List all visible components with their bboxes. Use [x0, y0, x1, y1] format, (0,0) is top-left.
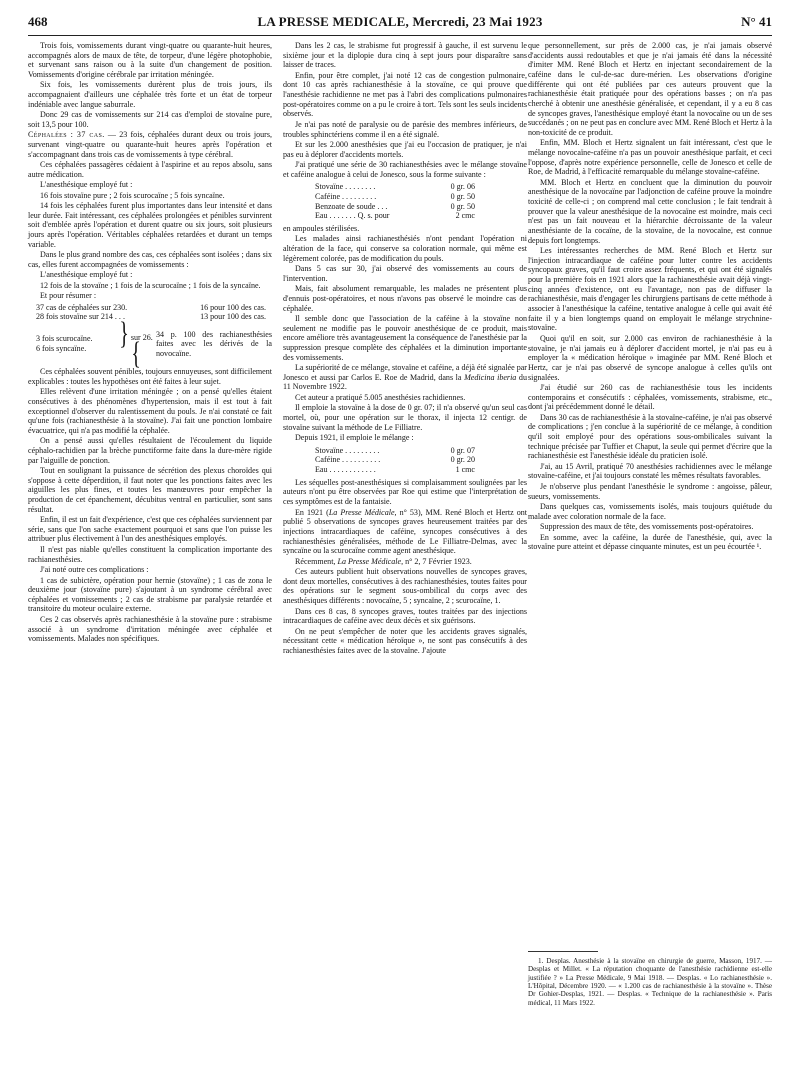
paragraph: Ces céphalées passagères cédaient à l'aspirine et au repos absolu, sans autre médication.	[28, 160, 272, 179]
brace-close-icon: {	[131, 336, 141, 372]
paragraph	[283, 363, 527, 392]
page-number: 468	[28, 14, 48, 29]
paragraph: que personnellement, sur près de 2.000 cas, je n'ai jamais observé d'accidents aussi redoutables et que je n'ai jamais été dans la nécessité d'imiter MM. René Bloch et Hertz en injectant secondairement de la caféine dans le cul-de-sac dure-mérien. Les observations d'origine différente qui ont été publiées par ces auteurs prouvent que la rachianesthésie était pratiquée pour des opérations basses ; on n'a pas cherché à obtenir une anesthésie généralisée, et cependant, il y a eu 8 cas de syncopes graves, l'anesthésique employé étant la novocaïne ou un de ses succédanés ; on ne peut pas en conclure avec MM. René Bloch et Hertz à la non-toxicité de ce produit.	[528, 41, 772, 137]
formula-table-1	[315, 182, 475, 221]
paragraph: 12 fois de la stovaïne ; 1 fois de la scurocaïne ; 1 fois de la syncaïne.	[40, 280, 261, 290]
journal-name: La Presse Médicale	[337, 556, 402, 566]
stats-label: 28 fois stovaïne sur 214 . . .	[36, 312, 125, 322]
ingredient-name: Eau . . . . . . . . . . . .	[315, 465, 376, 475]
ingredient-dose: 1 cmc	[455, 465, 475, 475]
paragraph: Les séquelles post-anesthésiques si complaisamment soulignées par les auteurs n'ont pu être observées par Roe qui estime que l'interprétation de ces symptômes est de la fantaisie.	[283, 477, 527, 507]
paragraph: Depuis 1921, il emploie le mélange :	[295, 433, 414, 443]
paragraph: 16 fois stovaïne pure ; 2 fois scurocaïne ; 5 fois syncaïne.	[40, 190, 225, 200]
paragraph: On a pensé aussi qu'elles résultaient de l'écoulement du liquide céphalo-rachidien par la brèche punctiforme faite dans la dure-mère rigide par l'aiguille de ponction.	[28, 436, 272, 465]
paragraph: Dans 30 cas de rachianesthésie à la stovaïne-caféine, je n'ai pas observé de complications ; j'en conclue à la supériorité de ce mélange, à condition qu'il soit employé pour des opérations sous-ombilicales suivant la technique précisée par Tuffier et Chaput, la seule qui permet d'écrire que la rachianesthésie est l'anesthésie idéale du praticien isolé.	[528, 412, 772, 461]
paragraph: On ne peut s'empêcher de noter que les accidents graves signalés, nécessitant cette « médication héroïque », ne sont pas consécutifs à des rachianesthésies faites avec de la stovaïne. J'ajoute	[283, 626, 527, 655]
paragraph: Dans les 2 cas, le strabisme fut progressif à gauche, il est survenu le sixième jour et la diplopie dura cinq à sept jours pour disparaître sans laisser de traces.	[283, 41, 527, 70]
paragraph: Je n'ai pas noté de paralysie ou de parésie des membres inférieurs, de troubles sphinctériens comme il en a été signalé.	[283, 119, 527, 139]
stats-value: 16 pour 100 des cas.	[200, 302, 266, 312]
paragraph: Dans ces 8 cas, 8 syncopes graves, toutes traitées par des injections intracardiaques de caféine avec deux décès et six guérisons.	[283, 606, 527, 626]
text-run: En 1921 (	[295, 507, 329, 517]
paragraph: Il n'est pas niable qu'elles constituent la complication importante des rachianesthésies.	[28, 544, 272, 564]
formula-row	[315, 455, 475, 465]
issue-number: N° 41	[741, 14, 772, 29]
paragraph: Les intéressantes recherches de MM. René Bloch et Hertz sur l'injection intracardiaque de caféine pour lutter contre les accidents syncopaux graves, qu'il faut croire assez fréquents, et qui ont été signalés pour la première fois en 1921 alors que la rachianesthésie avait déjà vingt-cinq années d'existence, ont eu l'avantage, non pas de diffuser la rachianesthésie, mais d'engager les chirurgiens partisans de cette méthode à associer à l'anesthésique la caféine, tentative analogue à celle qui avait été faite il y a bien longtemps quand on employait le mélange strychnine-stovaïne.	[528, 246, 772, 333]
brace-left-line: 3 fois scurocaïne.	[36, 334, 93, 344]
paragraph: Suppression des maux de tête, des vomissements post-opératoires.	[540, 522, 754, 532]
paragraph	[283, 508, 527, 556]
page-header	[28, 14, 772, 34]
paragraph: Enfin, MM. Bloch et Hertz signalent un fait intéressant, c'est que le mélange novocaïne-caféine n'a pas un pouvoir anesthésique parfait, et ceci l'oppose, d'après notre expérience personnelle, celle de Jonesco et celle de Roe, de Madrid, à l'efficacité remarquable du mélange stovaïne-caféine.	[528, 138, 772, 177]
stats-value: 13 pour 100 des cas.	[200, 312, 266, 322]
paragraph: Enfin, il est un fait d'expérience, c'est que ces céphalées surviennent par série, sans que l'on sache exactement pourquoi et sans que l'on puisse les attribuer plus électivement à l'un des anesthésiques employés.	[28, 515, 272, 544]
header-rule	[28, 35, 772, 36]
ingredient-dose: 0 gr. 07	[450, 445, 475, 455]
ingredient-dose: 0 gr. 20	[450, 455, 475, 465]
paragraph: En somme, avec la caféine, la durée de l'anesthésie, qui, avec la stovaïne pure atteint et dépasse cinquante minutes, est un peu écourtée ¹.	[528, 532, 772, 552]
paragraph: Les malades ainsi rachianesthésiés n'ont pendant l'opération ni altération de la face, qui conserve sa coloration normale, qui même est légèrement colorée, pas de modification du pouls.	[283, 234, 527, 263]
paragraph: Dans 5 cas sur 30, j'ai observé des vomissements au cours de l'intervention.	[283, 264, 527, 283]
paragraph: L'anesthésique employé fut :	[40, 180, 133, 190]
text-run: du 11 Novembre 1922.	[283, 372, 527, 392]
ingredient-dose: 0 gr. 50	[450, 192, 475, 202]
ingredient-dose: 0 gr. 06	[450, 182, 475, 192]
paragraph: Dans quelques cas, vomissements isolés, mais toujours quiétude du malade avec coloration normale de la face.	[528, 502, 772, 521]
brace-left-line: 6 fois syncaïne.	[36, 344, 87, 354]
column-3	[528, 41, 772, 1081]
paragraph: J'ai pratiqué une série de 30 rachianesthésies avec le mélange stovaïne et caféine analogue à celui de Jonesco, sous la forme suivante :	[283, 160, 527, 179]
paragraph: Ces céphalées souvent pénibles, toujours ennuyeuses, sont difficilement explicables : toutes les hypothèses ont été faites à leur sujet.	[28, 367, 272, 386]
paragraph: L'anesthésique employé fut :	[40, 270, 133, 280]
column-2	[283, 41, 527, 1081]
paragraph: Enfin, pour être complet, j'ai noté 12 cas de congestion pulmonaire, dont 10 cas après rachianesthésie à la stovaïne, ce qui prouve que l'anesthésie rachidienne ne met pas à l'abri des complications pulmonaires post-opératoires comme on a pu le croire à tort. Tels sont les seuls incidents observés.	[283, 70, 527, 119]
journal-name: La Presse Médicale	[328, 507, 395, 517]
paragraph: Et pour résumer :	[40, 291, 97, 301]
paragraph	[28, 130, 272, 159]
ingredient-dose: 2 cmc	[455, 211, 475, 221]
formula-row	[315, 182, 475, 192]
footnote-text: 1. Desplas. Anesthésie à la stovaïne en chirurgie de guerre, Masson, 1917. — Desplas et Millet. « La réputation choquante de l'anesthésie rachidienne est-elle justifiée ? » La Presse Médicale, 9 Mai 1918. — Desplas. « Lo rachianesthésie ». L'Hôpital, Décembre 1920. — « 1.200 cas de rachianesthésie à la stovaïne ». Thèse Dr Gohier-Desplas, 1921. — Desplas. « Technique de la rachianesthésie ». Paris médical, 11 Mars 1922.	[528, 957, 772, 1007]
formula-row	[315, 192, 475, 202]
brace-left	[28, 334, 116, 353]
paragraph: Et sur les 2.000 anesthésies que j'ai eu l'occasion de pratiquer, je n'ai pas eu à déplorer d'accidents mortels.	[283, 139, 527, 159]
formula-row	[315, 465, 475, 475]
ingredient-name: Stovaïne . . . . . . . . .	[315, 445, 380, 455]
column-1	[28, 41, 272, 1081]
formula-table-2	[315, 446, 475, 475]
brace-mid-text: sur 26.	[130, 333, 153, 343]
paragraph: 1 cas de subictère, opération pour hernie (stovaïne) ; 1 cas de zona le deuxième jour (stovaïne pure) s'ajoutant à un syndrome cérébral avec céphalées et vomissements ; 2 cas de strabisme par paralysie retardée et transitoire du moteur oculaire externe.	[28, 575, 272, 614]
brace-open-icon: }	[119, 316, 129, 352]
paragraph: Quoi qu'il en soit, sur 2.000 cas environ de rachianesthésie à la stovaïne, je n'ai jamais eu à déplorer d'accident mortel, je n'ai pas eu à employer la « médication héroïque » imaginée par MM. René Bloch et Hertz, car je n'ai pas observé de syncope analogue à celles qu'ils ont signalées.	[528, 333, 772, 382]
ingredient-name: Caféine . . . . . . . . . .	[315, 455, 381, 465]
journal-title: LA PRESSE MEDICALE, Mercredi, 23 Mai 1923	[257, 14, 543, 29]
ingredient-name: Benzoate de soude . . .	[315, 201, 388, 211]
section-label: Céphalées : 37 cas.	[28, 130, 105, 140]
paragraph: Mais, fait absolument remarquable, les malades ne présentent plus d'ennuis post-opératoires, et nous n'avons pas observé le moindre cas de céphalée.	[283, 284, 527, 313]
paragraph: Elles relèvent d'une irritation méningée ; on a pensé qu'elles étaient consécutives à des phénomènes d'hypertension, mais il est tout à fait exceptionnel d'observer du ralentissement du pouls. Je n'ai constaté ce fait qu'une fois (rachianesthésie à la stovaïne). J'ai fait une ponction lombaire évacuatrice, qui n'a pas modifié la céphalée.	[28, 387, 272, 435]
paragraph: Il emploie la stovaïne à la dose de 0 gr. 07; il n'a observé qu'un seul cas mortel, où, pour une opération sur le thorax, il injecta 12 centigr. de stovaïne suivant la méthode de Le Filliatre.	[283, 403, 527, 432]
paragraph: MM. Bloch et Hertz en concluent que la diminution du pouvoir anesthésique de la novocaïne par l'adjonction de caféine prouve la moindre toxicité de celle-ci ; on comprend mal cette conclusion ; le fait tendrait à prouver que la valeur anesthésique de la novocaïne est moindre, mais ceci n'est pas un fait nouveau et la hiérarchie décroissante de la valeur anesthésiante de la cocaïne, de la stovaïne, de la novocaïne, est connue depuis fort longtemps.	[528, 177, 772, 245]
paragraph: Donc 29 cas de vomissements sur 214 cas d'emploi de stovaïne pure, soit 13,5 pour 100.	[28, 110, 272, 129]
paragraph: Six fois, les vomissements durèrent plus de trois jours, ils accompagnaient d'ailleurs une céphalée très forte et un état de torpeur indéniable avec langue saburrale.	[28, 80, 272, 109]
ingredient-name: Caféine . . . . . . . . .	[315, 192, 377, 202]
stats-row	[28, 312, 272, 322]
paragraph: Je n'observe plus pendant l'anesthésie le syndrome : angoisse, pâleur, sueurs, vomissements.	[528, 481, 772, 501]
formula-row	[315, 446, 475, 456]
formula-row	[315, 202, 475, 212]
journal-name: Medicina iberia	[464, 372, 517, 382]
text-run: , n° 53), MM. René Bloch et Hertz ont publié 5 observations de syncopes graves heureusement traitées par des injections intracardiaques de caféine, syncopes consécutives à des rachianesthésies généralisées, méthode de Le Filliatre-Delmas, avec la syncaïne ou la scurocaïne comme agent anesthésique.	[283, 507, 527, 556]
ingredient-name: Eau . . . . . . . Q. s. pour	[315, 211, 390, 221]
ingredient-dose: 0 gr. 50	[450, 201, 475, 211]
paragraph: Ces 2 cas observés après rachianesthésie à la stovaïne pure : strabisme associé à un syndrome d'irritation méningée avec céphalée et vomissements. Malades non spécifiques.	[28, 614, 272, 644]
ingredient-name: Stovaïne . . . . . . . .	[315, 182, 376, 192]
paragraph: J'ai noté outre ces complications :	[40, 565, 149, 575]
stats-label: 37 cas de céphalées sur 230.	[36, 302, 128, 312]
paragraph	[283, 557, 527, 567]
text-run: La supériorité de ce mélange, stovaïne et caféine, a déjà été signalée par Jonesco et aussi par Carlos E. Roe de Madrid, dans la	[283, 363, 527, 382]
summary-stats	[28, 303, 272, 322]
brace-right: 34 p. 100 des rachianesthésies faites avec les dérivés de la novocaïne.	[156, 329, 272, 358]
formula-row	[315, 211, 475, 221]
footnote	[528, 957, 772, 1007]
paragraph: J'ai étudié sur 260 cas de rachianesthésie tous les incidents contemporains et consécutifs : céphalées, vomissements, strabisme, etc., dont j'ai précédemment donné le détail.	[528, 382, 772, 412]
brace-middle	[116, 316, 156, 372]
stats-row	[28, 303, 272, 313]
text-run: , n° 2, 7 Février 1923.	[401, 556, 472, 566]
paragraph: Cet auteur a pratiqué 5.005 anesthésies rachidiennes.	[295, 392, 466, 402]
section-text: — 23 fois, céphalées durant deux ou trois jours, survenant vingt-quatre ou quarante-huit heures après l'opération et s'accompagnant dans trois cas de vomissements à type cérébral.	[28, 130, 272, 159]
paragraph: 14 fois les céphalées furent plus importantes dans leur intensité et dans leur durée. Fait intéressant, ces céphalées prolongées et pénibles survinrent soit d'emblée après l'opération et durent quatre ou six jours, soit plusieurs jours après l'opération. Véritables céphalées retardées et durant un temps variable.	[28, 201, 272, 249]
paragraph: Tout en soulignant la puissance de sécrétion des plexus choroïdes qui s'oppose à cette déperdition, il faut noter que les ponctions faites avec les aiguilles les plus fines, et toutes les manœuvres pour empêcher la production de cet épanchement, décubitus ventral en particulier, sont sans résultat.	[28, 466, 272, 514]
footnote-rule	[528, 951, 598, 952]
paragraph: Trois fois, vomissements durant vingt-quatre ou quarante-huit heures, accompagnés alors de maux de tête, de torpeur, d'une légère photophobie, et survenant sans raison ou à la suite d'un changement de position. Vomissements d'origine cérébrale par irritation méningée.	[28, 41, 272, 79]
text-run: Récemment,	[295, 556, 338, 566]
paragraph: Il semble donc que l'association de la caféine à la stovaïne non seulement ne modifie pas le pouvoir anesthésique de ce produit, mais encore améliore très avantageusement la conséquence de l'anesthésie par la suppression presque complète des céphalées et la diminution importante des vomissements.	[283, 314, 527, 362]
paragraph: en ampoules stérilisées.	[283, 224, 360, 233]
paragraph: J'ai, au 15 Avril, pratiqué 70 anesthésies rachidiennes avec le mélange stovaïne-caféine, et j'ai toujours constaté les mêmes résultats favorables.	[528, 461, 772, 481]
paragraph: Dans le plus grand nombre des cas, ces céphalées sont isolées ; dans six cas, elles furent accompagnées de vomissements :	[28, 250, 272, 269]
paragraph: Ces auteurs publient huit observations nouvelles de syncopes graves, dont deux mortelles, consécutives à des rachianesthésies, toutes faites pour des opérations sur le segment sous-ombilical du corps avec des anesthésiques différents : novocaïne, 5 ; syncaïne, 2 ; scurocaïne, 1.	[283, 567, 527, 606]
